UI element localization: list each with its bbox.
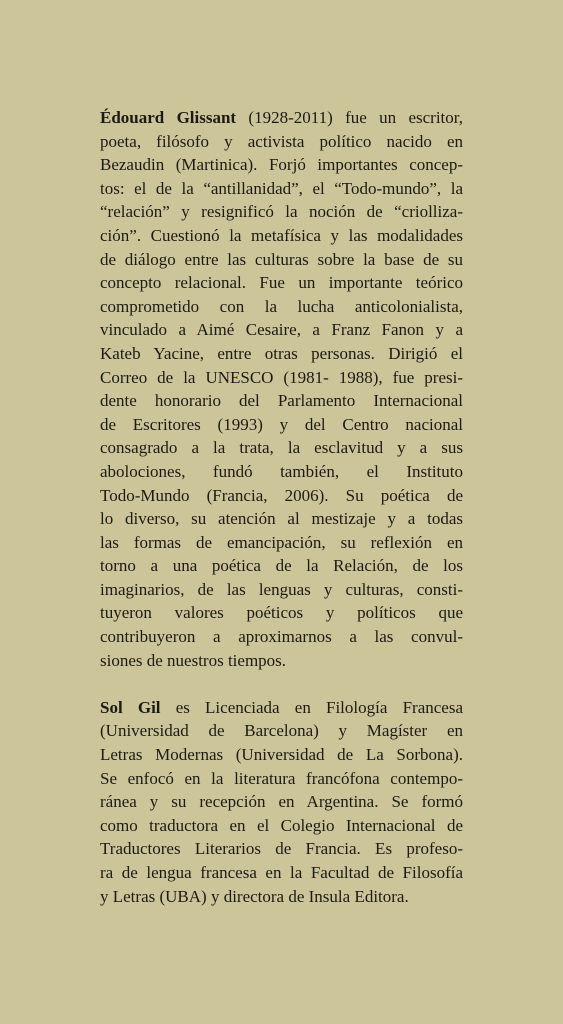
author-name: Édouard Glissant: [100, 108, 237, 127]
bio-line: ción”. Cuestionó la metafísica y las modalidades: [100, 225, 463, 245]
bio-line: imaginarios, de las lenguas y culturas, consti-: [100, 579, 463, 599]
bio-line: tuyeron valores poéticos y políticos que: [100, 603, 463, 623]
author-name: Sol Gil: [100, 697, 161, 717]
bio-line: concepto relacional. Fue un importante teórico: [100, 273, 463, 293]
bio-line: Bezaudin (Martinica). Forjó importantes concep-: [100, 155, 463, 175]
bio-line: y Letras (UBA) y directora de Insula Editora.: [100, 886, 409, 906]
bio-line: consagrado a la trata, la esclavitud y a sus: [100, 438, 463, 458]
bio-line: dente honorario del Parlamento Internacional: [100, 391, 463, 411]
bio-line: comprometido con la lucha anticolonialista,: [100, 296, 463, 316]
bio-line: de Escritores (1993) y del Centro nacional: [100, 414, 463, 434]
bio-line: Kateb Yacine, entre otras personas. Dirigió el: [100, 343, 463, 363]
bio-line: abolociones, fundó también, el Instituto: [100, 461, 463, 481]
bio-line: lo diverso, su atención al mestizaje y a todas: [100, 509, 463, 529]
bio-line: siones de nuestros tiempos.: [100, 650, 287, 670]
bio-line: ra de lengua francesa en la Facultad de Filosofía: [100, 863, 463, 882]
bio-line: Édouard Glissant (1928-2011) fue un escritor,: [100, 108, 463, 127]
author-bios-page: [100, 106, 463, 908]
bio-line: Correo de la UNESCO (1981- 1988), fue presi-: [100, 367, 463, 387]
bio-line: torno a una poética de la Relación, de los: [100, 556, 463, 576]
bio-line: “relación” y resignificó la noción de “criolliza-: [100, 202, 463, 222]
bio-line: Letras Modernas (Universidad de La Sorbona).: [100, 745, 463, 765]
paragraph-gap: [100, 672, 463, 696]
bio-line: contribuyeron a aproximarnos a las convul-: [100, 627, 463, 647]
bio-line: como traductora en el Colegio Internacional de: [100, 815, 463, 835]
bio-line: Se enfocó en la literatura francófona contempo-: [100, 768, 463, 788]
bio-line: poeta, filósofo y activista político nacido en: [100, 131, 463, 151]
bio-line: vinculado a Aimé Cesaire, a Franz Fanon y a: [100, 320, 463, 340]
bio-line: las formas de emancipación, su reflexión en: [100, 532, 463, 552]
bio-line: Todo-Mundo (Francia, 2006). Su poética de: [100, 485, 463, 505]
bio-line: de diálogo entre las culturas sobre la base de su: [100, 249, 463, 269]
bio-line: ránea y su recepción en Argentina. Se formó: [100, 792, 463, 812]
bio-gil: [100, 696, 463, 908]
bio-glissant: [100, 106, 463, 672]
bio-line: tos: el de la “antillanidad”, el “Todo-mundo”, la: [100, 178, 463, 198]
bio-line: Sol Gil es Licenciada en Filología Francesa: [100, 697, 463, 717]
bio-line: Traductores Literarios de Francia. Es profeso-: [100, 839, 463, 859]
bio-line: (Universidad de Barcelona) y Magíster en: [100, 721, 463, 741]
